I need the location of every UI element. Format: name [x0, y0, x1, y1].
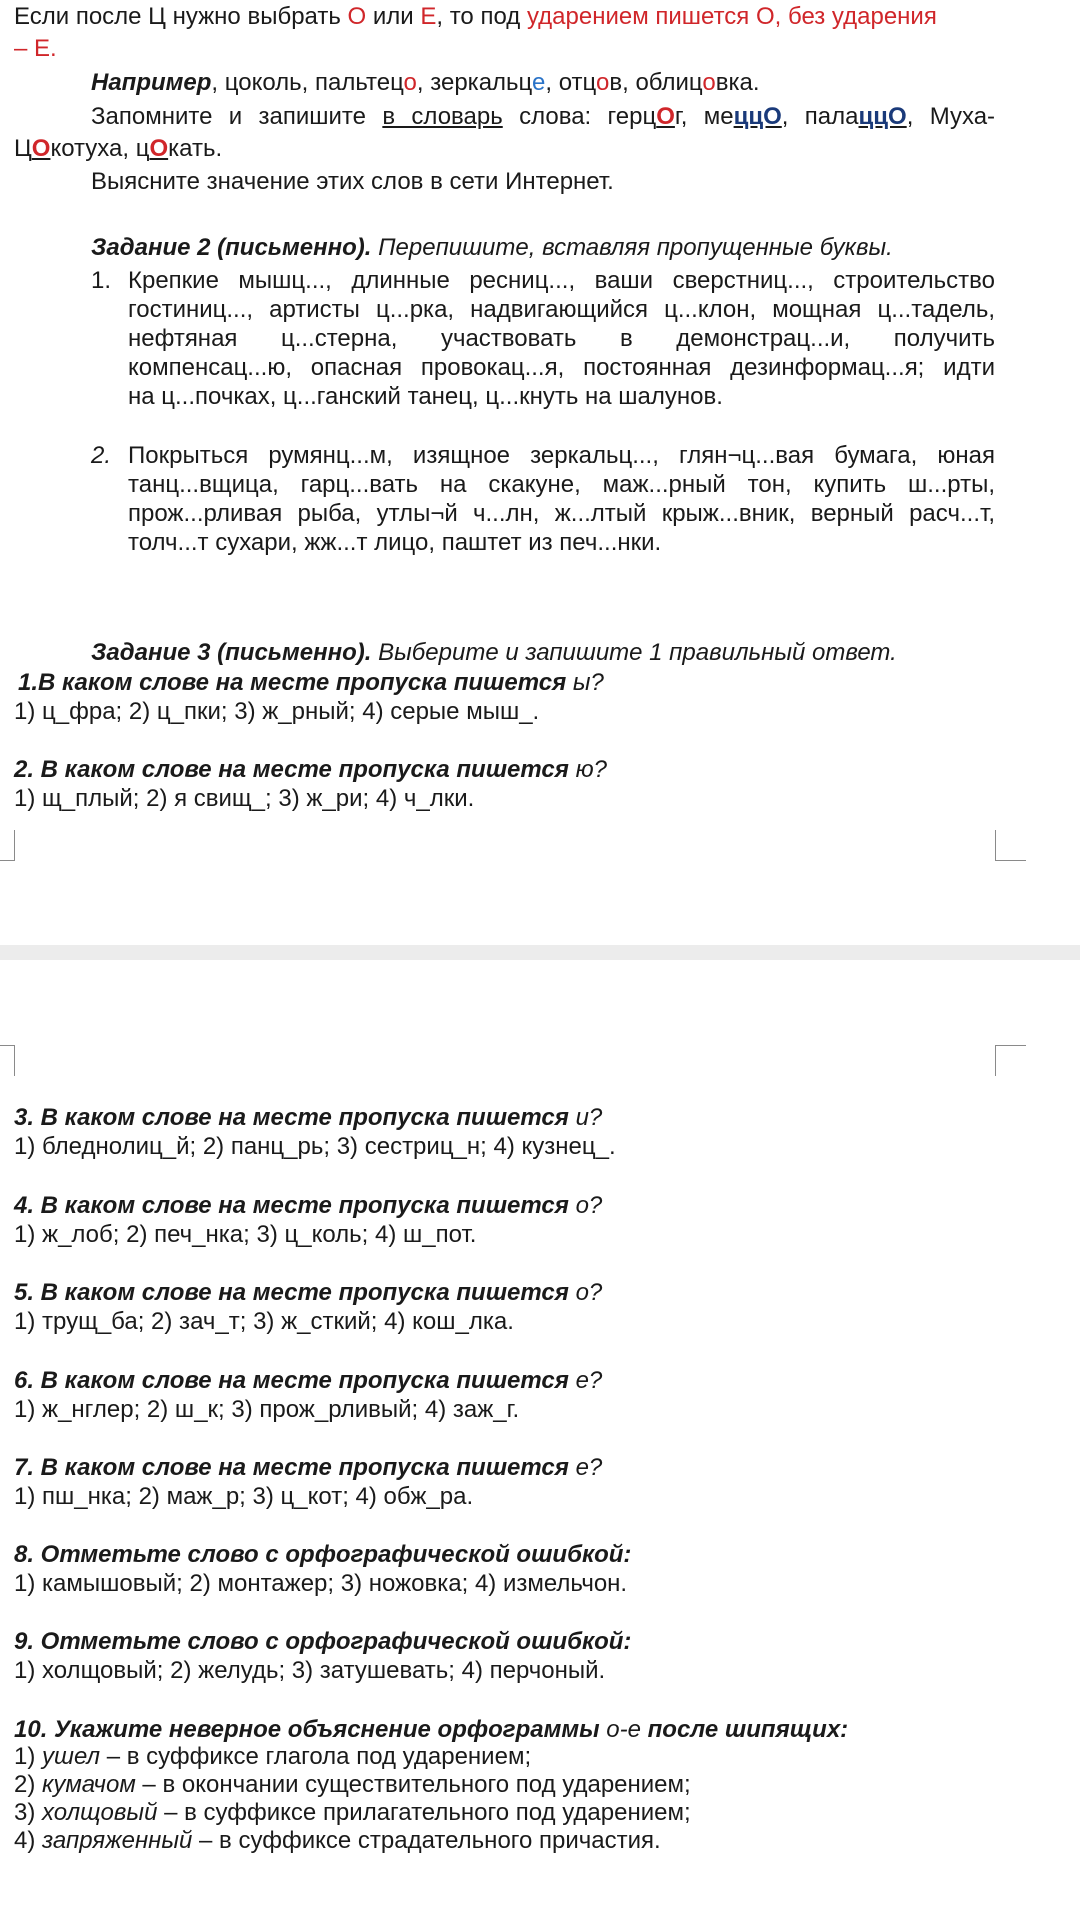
rule-letter-e: Е [420, 3, 437, 30]
answer-10-3 [14, 1798, 691, 1827]
page-corner-mark [995, 830, 1026, 861]
task2-item1-number: 1. [91, 267, 112, 294]
answer-9: 1) холщовый; 2) желудь; 3) затушевать; 4) перчоный. [14, 1657, 606, 1684]
page-separator [0, 945, 1080, 960]
question-4 [14, 1191, 602, 1220]
task2-item2-number: 2. [91, 442, 112, 469]
answer-8: 1) камышовый; 2) монтажер; 3) ножовка; 4) измельчон. [14, 1570, 628, 1597]
question-8: 8. Отметьте слово с орфографической ошибкой: [14, 1541, 632, 1568]
rule-text: , то под [436, 3, 527, 30]
question-10 [14, 1715, 848, 1744]
question-text: 2. В каком слове на месте пропуска пишется [14, 756, 576, 783]
question-letter: о? [575, 1192, 603, 1219]
memo-text: котуха, ц [50, 135, 150, 162]
question-letter: о-е [606, 1716, 641, 1743]
memo-text: слова: герц [502, 103, 657, 130]
memo-text: кать. [168, 135, 223, 162]
question-text: 5. В каком слове на месте пропуска пишется [14, 1279, 576, 1306]
answer-text: – в суффиксе прилагательного под ударением; [157, 1799, 691, 1826]
task2-instruction: Перепишите, вставляя пропущенные буквы. [371, 234, 893, 261]
document-page-1 [0, 0, 1080, 945]
question-7 [14, 1453, 602, 1482]
question-1 [18, 668, 604, 697]
example-label: Например [91, 69, 212, 96]
page-corner-mark [0, 1045, 15, 1076]
answer-7: 1) пш_нка; 2) маж_р; 3) ц_кот; 4) обж_ра. [14, 1483, 474, 1510]
answer-10-4 [14, 1826, 661, 1855]
example-text: , отц [545, 69, 597, 96]
memo-line-1 [91, 102, 995, 131]
question-letter: е? [575, 1367, 603, 1394]
task2-item2-line: толч...т сухари, жж...т лицо, паштет из печ...нки. [128, 529, 662, 556]
question-text: 4. В каком слове на месте пропуска пишется [14, 1192, 576, 1219]
answer-text: – в окончании существительного под ударением; [135, 1771, 691, 1798]
answer-number: 4) [14, 1827, 43, 1854]
answer-4: 1) ж_лоб; 2) печ_нка; 3) ц_коль; 4) ш_пот. [14, 1221, 477, 1248]
question-text: 10. Укажите неверное объяснение орфограммы [14, 1716, 607, 1743]
example-letter: о [596, 69, 610, 96]
answer-1: 1) ц_фра; 2) ц_пки; 3) ж_рный; 4) серые мыш_. [14, 698, 540, 725]
task2-item1-line: на ц...почках, ц...ганский танец, ц...кнуть на шалунов. [128, 383, 723, 410]
question-6 [14, 1366, 602, 1395]
question-text: 1.В каком слове на месте пропуска пишется [18, 669, 573, 696]
memo-dictionary: в словарь [382, 103, 503, 130]
memo-letters: ццО [733, 103, 782, 130]
memo-text: Запомните и запишите [91, 103, 383, 130]
rule-line-1 [14, 2, 937, 31]
question-letter: ы? [572, 669, 604, 696]
task3-instruction: Выберите и запишите 1 правильный ответ. [371, 639, 897, 666]
rule-line-2: – Е. [14, 35, 57, 62]
answer-number: 1) [14, 1743, 43, 1770]
page-corner-mark [995, 1045, 1026, 1076]
question-letter: е? [575, 1454, 603, 1481]
answer-word: кумачом [42, 1771, 136, 1798]
task2-item1-line: компенсац...ю, опасная провокац...я, постоянная дезинформац...я; идти [128, 354, 995, 381]
answer-6: 1) ж_нглер; 2) ш_к; 3) прож_рливый; 4) заж_г. [14, 1396, 520, 1423]
rule-text: Если после Ц нужно выбрать [14, 3, 348, 30]
memo-letter: О [149, 135, 169, 162]
answer-word: запряженный [42, 1827, 193, 1854]
question-letter: и? [575, 1104, 603, 1131]
rule-letter-o: О [347, 3, 367, 30]
memo-letters: ццО [858, 103, 907, 130]
task2-item1-line: Крепкие мышц..., длинные ресниц..., ваши сверстниц..., строительство [128, 267, 995, 294]
task3-heading [91, 638, 897, 667]
memo-text: г, ме [674, 103, 734, 130]
example-text: вка. [715, 69, 760, 96]
example-letter: е [532, 69, 546, 96]
question-5 [14, 1278, 602, 1307]
question-text: 7. В каком слове на месте пропуска пишется [14, 1454, 576, 1481]
example-text: , зеркальц [416, 69, 533, 96]
question-2 [14, 755, 607, 784]
memo-line-2 [14, 134, 222, 163]
answer-2: 1) щ_плый; 2) я свищ_; 3) ж_ри; 4) ч_лки. [14, 785, 475, 812]
question-text: после шипящих: [640, 1716, 849, 1743]
internet-line: Выясните значение этих слов в сети Интернет. [91, 168, 614, 195]
document-page-2 [0, 960, 1080, 1907]
answer-word: ушел [42, 1743, 101, 1770]
answer-10-1 [14, 1742, 531, 1771]
task2-title: Задание 2 (письменно). [91, 234, 372, 261]
memo-text: Ц [14, 135, 32, 162]
question-letter: ю? [575, 756, 607, 783]
memo-text: , Муха- [906, 103, 996, 130]
answer-number: 2) [14, 1771, 43, 1798]
question-text: 3. В каком слове на месте пропуска пишется [14, 1104, 576, 1131]
question-text: 6. В каком слове на месте пропуска пишется [14, 1367, 576, 1394]
answer-10-2 [14, 1770, 691, 1799]
example-text: в, облиц [609, 69, 703, 96]
example-line [91, 68, 760, 97]
task2-item1-line: гостиниц..., артисты ц...рка, надвигающийся ц...клон, мощная ц...тадель, [128, 296, 995, 323]
example-text: , цоколь, пальтец [211, 69, 404, 96]
task3-title: Задание 3 (письменно). [91, 639, 372, 666]
question-9: 9. Отметьте слово с орфографической ошибкой: [14, 1628, 632, 1655]
answer-word: холщовый [42, 1799, 158, 1826]
question-letter: о? [575, 1279, 603, 1306]
page-corner-mark [0, 830, 15, 861]
answer-text: – в суффиксе страдательного причастия. [192, 1827, 661, 1854]
memo-letter: О [31, 135, 51, 162]
answer-number: 3) [14, 1799, 43, 1826]
answer-3: 1) бледнолиц_й; 2) панц_рь; 3) сестриц_н; 4) кузнец_. [14, 1133, 616, 1160]
memo-letter: О [656, 103, 675, 130]
task2-item2-line: танц...вщица, гарц...вать на скакуне, маж...рный тон, купить ш...рты, [128, 471, 995, 498]
rule-text: или [366, 3, 421, 30]
task2-heading [91, 233, 893, 262]
answer-text: – в суффиксе глагола под ударением; [100, 1743, 532, 1770]
task2-item1-line: нефтяная ц...стерна, участвовать в демонстрац...и, получить [128, 325, 995, 352]
question-3 [14, 1103, 602, 1132]
answer-5: 1) трущ_ба; 2) зач_т; 3) ж_сткий; 4) кош_лка. [14, 1308, 514, 1335]
rule-highlight: ударением пишется О, без ударения [526, 3, 937, 30]
memo-text: , пала [781, 103, 859, 130]
task2-item2-line: прож...рливая рыба, утлы¬й ч...лн, ж...лтый крыж...вник, верный расч...т, [128, 500, 995, 527]
example-letter: о [403, 69, 417, 96]
example-letter: о [702, 69, 716, 96]
task2-item2-line: Покрыться румянц...м, изящное зеркальц..., глян¬ц...вая бумага, юная [128, 442, 995, 469]
